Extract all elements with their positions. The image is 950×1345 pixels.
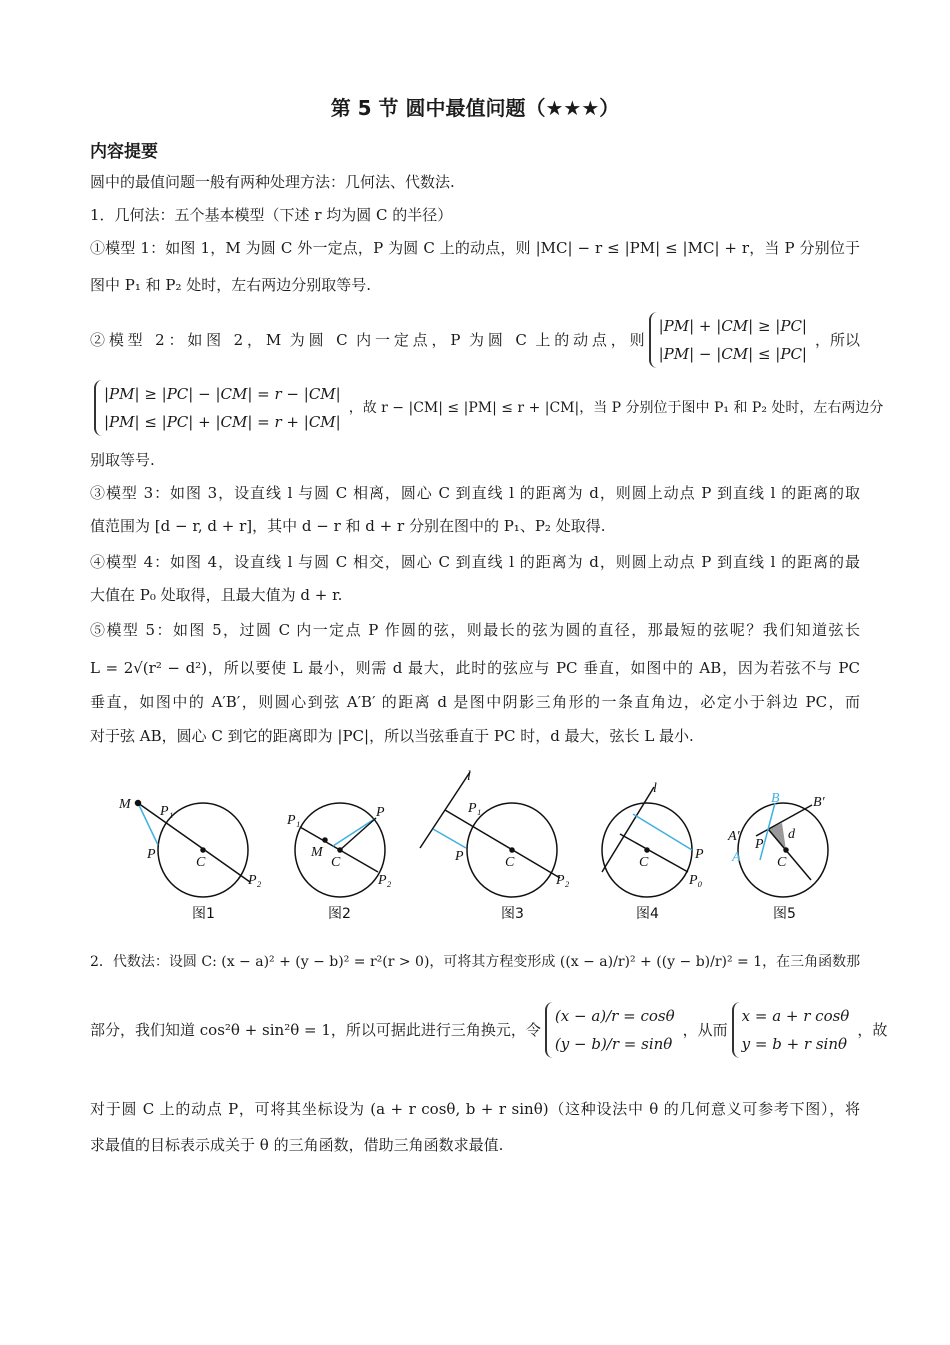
label: B′ (813, 795, 825, 810)
figure-5 (727, 791, 828, 922)
label: l (653, 781, 657, 796)
paragraph-line: ③模型 3：如图 3，设直线 l 与圆 C 相离，圆心 C 到直线 l 的距离为 d，则圆上动点 P 到直线 l 的距离的取 (90, 484, 860, 502)
figures-row (0, 770, 950, 930)
label: C (505, 855, 515, 870)
paragraph-line: 1．几何法：五个基本模型（下述 r 均为圆 C 的半径） (90, 206, 453, 224)
label: P₂ (378, 873, 392, 888)
label: P₁ (287, 813, 301, 828)
paragraph-line: 对于圆 C 上的动点 P，可将其坐标设为 (a + r cosθ, b + r sinθ)（这种设法中 θ 的几何意义可参考下图），将 (90, 1100, 860, 1118)
equation: y = b + r sinθ (741, 1035, 848, 1053)
label: P₁ (468, 801, 482, 816)
label: d (788, 827, 795, 842)
equation: |PM| ≥ |PC| − |CM| = r − |CM| (104, 385, 341, 403)
figure-1 (118, 797, 262, 922)
equation-system (649, 312, 811, 368)
paragraph-line: 图中 P₁ 和 P₂ 处时，左右两边分别取等号. (90, 276, 372, 294)
paragraph-line: 值范围为 [d − r, d + r]，其中 d − r 和 d + r 分别在图中的 P₁、P₂ 处取得. (90, 517, 606, 535)
label: P (695, 847, 704, 862)
figure-caption: 图4 (636, 906, 659, 922)
equation: (y − b)/r = sinθ (554, 1035, 673, 1053)
figure-caption: 图5 (773, 906, 796, 922)
label: l (467, 770, 471, 784)
algebra-line (90, 1002, 888, 1058)
equation: (x − a)/r = cosθ (554, 1007, 675, 1025)
equation: x = a + r cosθ (741, 1007, 850, 1025)
label: C (331, 855, 341, 870)
label: P (376, 805, 385, 820)
label: P₀ (689, 873, 703, 888)
figure-caption: 图2 (328, 906, 351, 922)
figure-3 (420, 770, 570, 922)
paragraph-line: 大值在 P₀ 处取得，且最大值为 d + r. (90, 586, 343, 604)
equation: |PM| − |CM| ≤ |PC| (658, 345, 807, 363)
label: C (196, 855, 206, 870)
paragraph-line: 对于弦 AB，圆心 C 到它的距离即为 |PC|，所以当弦垂直于 PC 时，d 最大，弦长 L 最小. (90, 727, 694, 745)
text: ②模型 2：如图 2，M 为圆 C 内一定点，P 为圆 C 上的动点，则 (90, 331, 645, 349)
label: P₁ (160, 804, 174, 819)
text: ，故 (857, 1021, 888, 1039)
model2-line (90, 312, 860, 368)
equation-system (732, 1002, 854, 1058)
equation: |PM| + |CM| ≥ |PC| (658, 317, 807, 335)
model2-line (90, 380, 884, 436)
label: B (771, 791, 780, 806)
paragraph-line: ⑤模型 5：如图 5，过圆 C 内一定点 P 作圆的弦，则最长的弦为圆的直径，那最短的弦呢？我们知道弦长 (90, 621, 860, 639)
paragraph-line: 垂直，如图中的 A′B′，则圆心到弦 A′B′ 的距离 d 是图中阴影三角形的一条直角边，必定小于斜边 PC，而 (90, 693, 860, 711)
text: ，故 r − |CM| ≤ |PM| ≤ r + |CM|，当 P 分别位于图中 P₁ 和 P₂ 处时，左右两边分 (348, 400, 884, 416)
paragraph-line: ④模型 4：如图 4，设直线 l 与圆 C 相交，圆心 C 到直线 l 的距离为 d，则圆上动点 P 到直线 l 的距离的最 (90, 553, 860, 571)
equation-system (545, 1002, 679, 1058)
label: P₂ (556, 873, 570, 888)
label: C (639, 855, 649, 870)
label: M (119, 797, 131, 812)
figure-2 (286, 803, 392, 922)
label: C (777, 855, 787, 870)
paragraph-line: 圆中的最值问题一般有两种处理方法：几何法、代数法. (90, 173, 455, 191)
label: P (455, 849, 464, 864)
text: ，从而 (682, 1021, 728, 1039)
paragraph-line: L = 2√(r² − d²)，所以要使 L 最小，则需 d 最大，此时的弦应与 PC 垂直，如图中的 AB，因为若弦不与 PC (90, 659, 860, 677)
figure-caption: 图3 (501, 906, 524, 922)
text: ，所以 (814, 331, 860, 349)
label: M (311, 845, 323, 860)
paragraph-line: ①模型 1：如图 1，M 为圆 C 外一定点，P 为圆 C 上的动点，则 |MC| − r ≤ |PM| ≤ |MC| + r，当 P 分别位于 (90, 239, 860, 257)
text: 部分，我们知道 cos²θ + sin²θ = 1，所以可据此进行三角换元，令 (90, 1021, 541, 1039)
label: A′ (728, 829, 740, 844)
section-heading: 内容提要 (90, 142, 158, 162)
label: P (147, 847, 156, 862)
figure-4 (602, 781, 704, 922)
label: P (755, 837, 764, 852)
equation: |PM| ≤ |PC| + |CM| = r + |CM| (104, 413, 341, 431)
paragraph-line: 2．代数法：设圆 C: (x − a)² + (y − b)² = r²(r > 0)，可将其方程变形成 ((x − a)/r)² + ((y − b)/r)² = 1，在三角函数那 (90, 954, 861, 970)
label: P₂ (248, 873, 262, 888)
paragraph-line: 求最值的目标表示成关于 θ 的三角函数，借助三角函数求最值. (90, 1136, 504, 1154)
figure-caption: 图1 (192, 906, 215, 922)
label: A (732, 850, 741, 865)
paragraph-line: 别取等号. (90, 451, 155, 469)
equation-system (94, 380, 345, 436)
page-title: 第 5 节 圆中最值问题（★★★） (330, 96, 620, 120)
